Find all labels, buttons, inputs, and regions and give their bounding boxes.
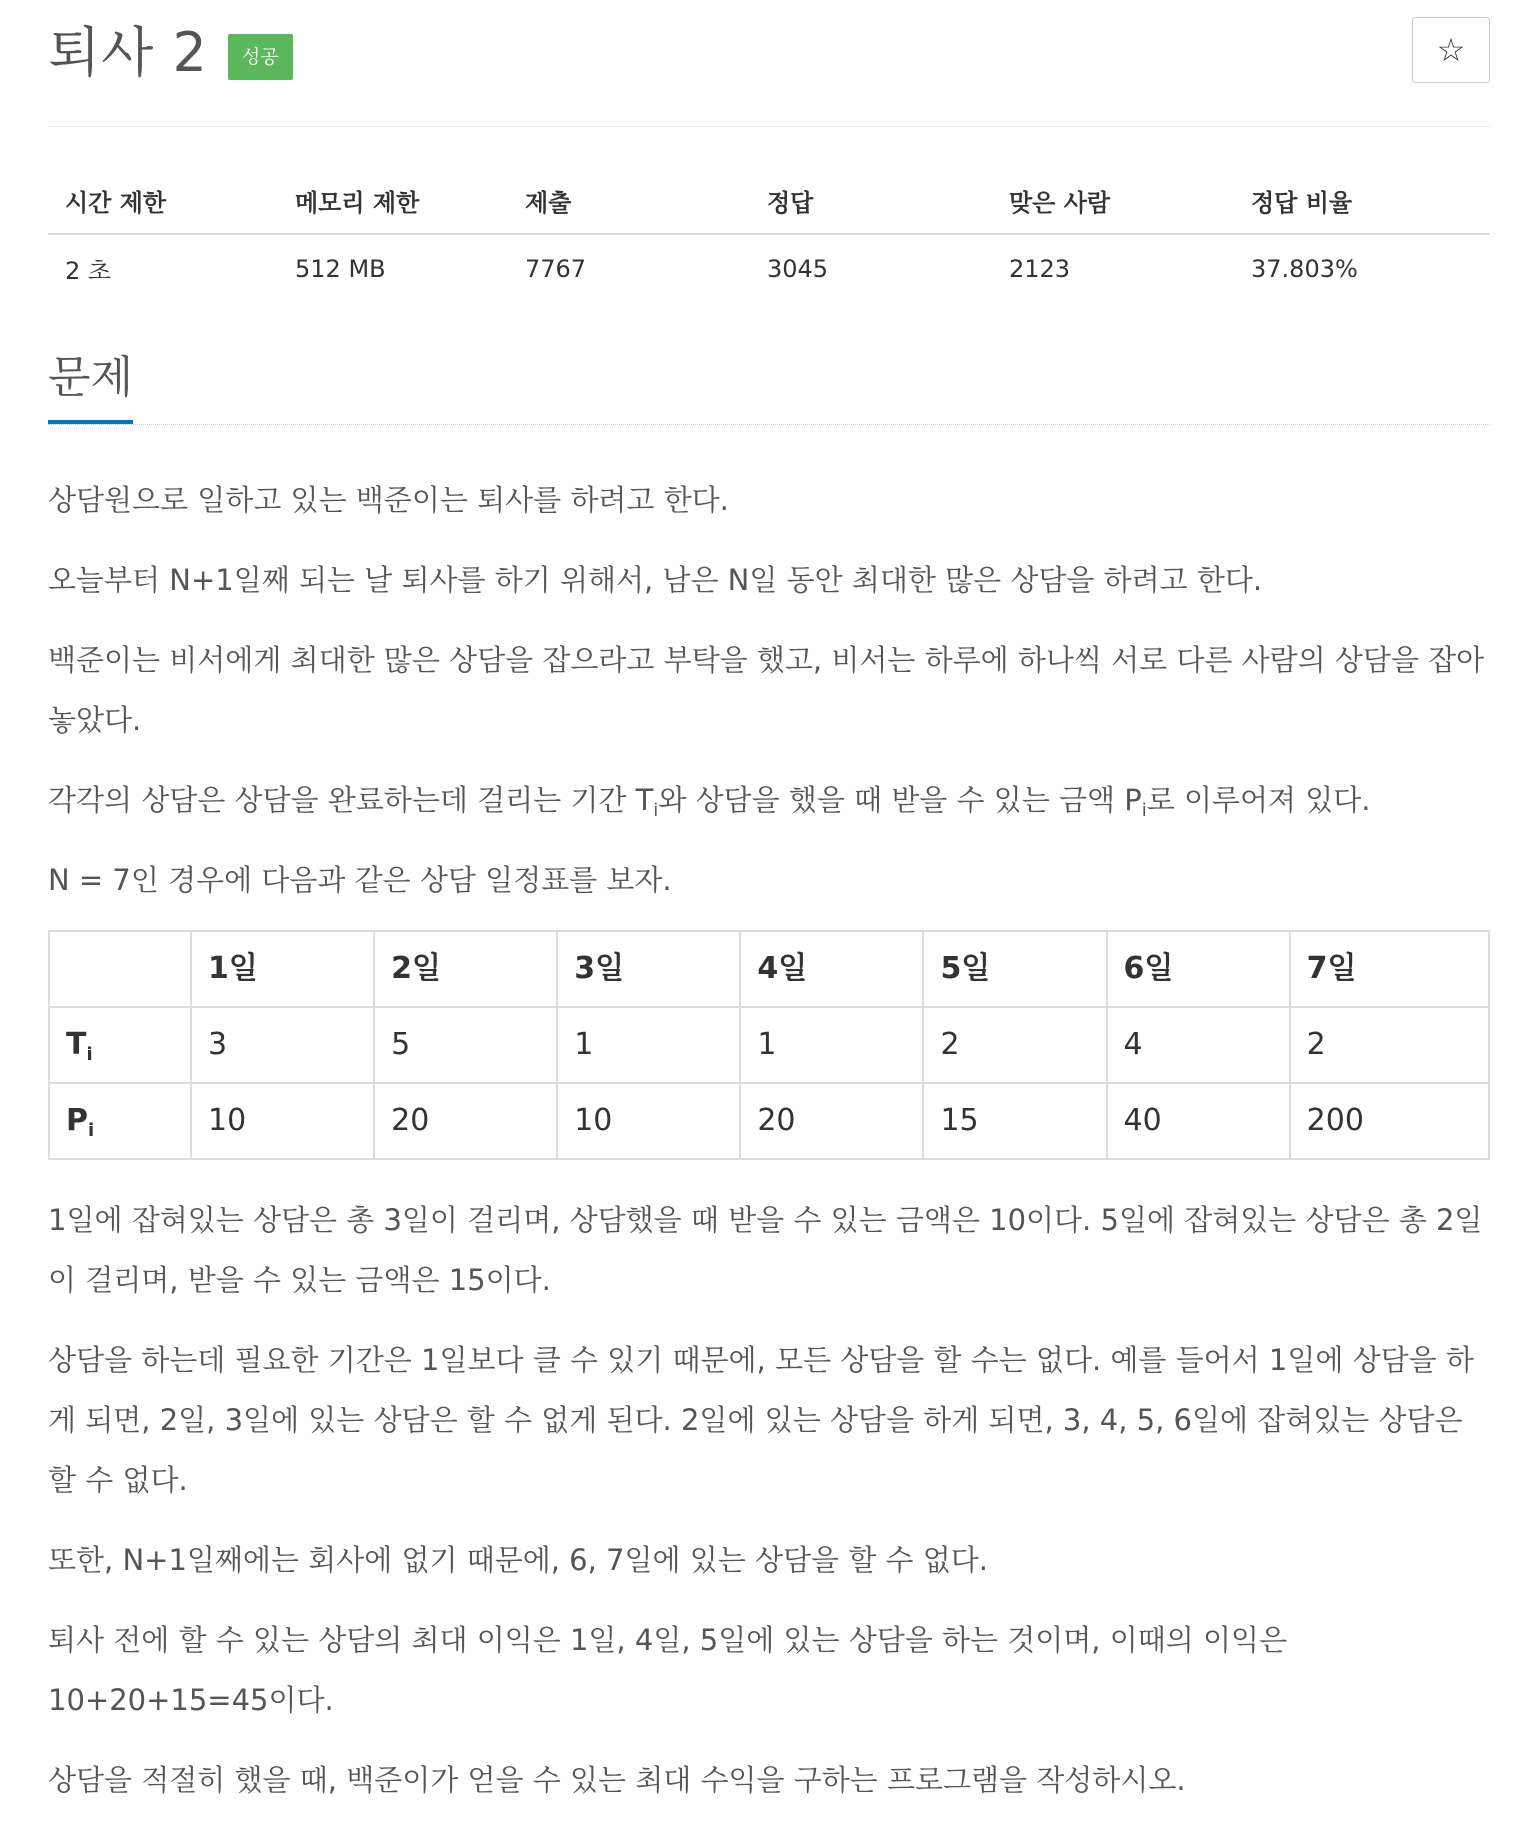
- schedule-day-header: 3일: [557, 931, 740, 1007]
- problem-section-header: [48, 348, 1490, 425]
- info-header-solved-users: 맞은 사람: [992, 170, 1234, 234]
- problem-paragraph-6: 1일에 잡혀있는 상담은 총 3일이 걸리며, 상담했을 때 받을 수 있는 금액은 10이다. 5일에 잡혀있는 상담은 총 2일이 걸리며, 받을 수 있는 금액은 15이다.: [48, 1203, 1483, 1297]
- schedule-t-cell: 4: [1107, 1007, 1290, 1083]
- schedule-p-cell: 10: [191, 1083, 374, 1159]
- info-memory-limit: 512 MB: [295, 254, 386, 283]
- title-wrap: [48, 18, 293, 88]
- t-letter: T: [66, 1027, 87, 1062]
- problem-page: [48, 0, 1490, 1797]
- schedule-t-cell: 3: [191, 1007, 374, 1083]
- status-badge: 성공: [228, 34, 293, 80]
- problem-description: [48, 470, 1490, 1830]
- info-header-submissions: 제출: [508, 170, 750, 234]
- info-header-memory-limit: 메모리 제한: [278, 170, 508, 234]
- schedule-p-cell: 15: [923, 1083, 1106, 1159]
- problem-paragraph-8: 또한, N+1일째에는 회사에 없기 때문에, 6, 7일에 있는 상담을 할 수 없다.: [48, 1543, 988, 1577]
- schedule-p-label: [49, 1083, 191, 1159]
- info-header-row: [48, 170, 1490, 234]
- problem-paragraph-1: 상담원으로 일하고 있는 백준이는 퇴사를 하려고 한다.: [48, 483, 729, 517]
- info-submissions: 7767: [525, 254, 587, 283]
- problem-title: 퇴사 2: [48, 21, 208, 84]
- schedule-table: [48, 930, 1490, 1160]
- info-ratio: 37.803%: [1251, 254, 1358, 283]
- p4-part-c: 로 이루어져 있다.: [1146, 783, 1371, 817]
- schedule-p-row: [49, 1083, 1489, 1159]
- schedule-corner-cell: [49, 931, 191, 1007]
- schedule-day-header: 2일: [374, 931, 557, 1007]
- schedule-t-cell: 1: [740, 1007, 923, 1083]
- schedule-t-row: [49, 1007, 1489, 1083]
- schedule-p-cell: 20: [374, 1083, 557, 1159]
- problem-paragraph-7: 상담을 하는데 필요한 기간은 1일보다 클 수 있기 때문에, 모든 상담을 할 수는 없다. 예를 들어서 1일에 상담을 하게 되면, 2일, 3일에 있는 상담은 할 수 없게 된다. 2일에 있는 상담을 하게 되면, 3, 4, 5, 6일에 잡혀있는 상담은 할 수 없다.: [48, 1343, 1474, 1497]
- info-time-limit: 2 초: [65, 257, 112, 285]
- schedule-p-cell: 20: [740, 1083, 923, 1159]
- schedule-day-header: 7일: [1290, 931, 1489, 1007]
- t-sub: i: [86, 1044, 93, 1065]
- p4-part-a: 각각의 상담은 상담을 완료하는데 걸리는 기간 T: [48, 783, 654, 817]
- schedule-p-cell: 40: [1107, 1083, 1290, 1159]
- problem-paragraph-9: 퇴사 전에 할 수 있는 상담의 최대 이익은 1일, 4일, 5일에 있는 상담을 하는 것이며, 이때의 이익은 10+20+15=45이다.: [48, 1623, 1288, 1717]
- p-sub: i: [88, 1120, 95, 1141]
- schedule-header-row: [49, 931, 1489, 1007]
- section-title: 문제: [48, 348, 133, 424]
- star-icon: ☆: [1436, 31, 1466, 69]
- schedule-t-cell: 1: [557, 1007, 740, 1083]
- p4-sub-i: i: [653, 800, 659, 821]
- problem-info-table: [48, 170, 1490, 302]
- info-header-time-limit: 시간 제한: [48, 170, 278, 234]
- schedule-day-header: 1일: [191, 931, 374, 1007]
- star-button[interactable]: [1412, 17, 1490, 83]
- schedule-t-cell: 2: [923, 1007, 1106, 1083]
- schedule-p-cell: 10: [557, 1083, 740, 1159]
- p-letter: P: [66, 1103, 88, 1138]
- problem-paragraph-5: N = 7인 경우에 다음과 같은 상담 일정표를 보자.: [48, 863, 672, 897]
- schedule-day-header: 5일: [923, 931, 1106, 1007]
- schedule-day-header: 6일: [1107, 931, 1290, 1007]
- schedule-t-cell: 5: [374, 1007, 557, 1083]
- schedule-p-cell: 200: [1290, 1083, 1489, 1159]
- info-value-row: [48, 234, 1490, 302]
- problem-paragraph-4: [48, 770, 1490, 830]
- p4-sub-i-2: i: [1141, 800, 1147, 821]
- problem-paragraph-10: 상담을 적절히 했을 때, 백준이가 얻을 수 있는 최대 수익을 구하는 프로그램을 작성하시오.: [48, 1763, 1186, 1797]
- schedule-t-cell: 2: [1290, 1007, 1489, 1083]
- problem-paragraph-3: 백준이는 비서에게 최대한 많은 상담을 잡으라고 부탁을 했고, 비서는 하루에 하나씩 서로 다른 사람의 상담을 잡아놓았다.: [48, 643, 1485, 737]
- schedule-day-header: 4일: [740, 931, 923, 1007]
- problem-paragraph-2: 오늘부터 N+1일째 되는 날 퇴사를 하기 위해서, 남은 N일 동안 최대한 많은 상담을 하려고 한다.: [48, 563, 1263, 597]
- problem-header: [48, 0, 1490, 127]
- info-header-accepted: 정답: [750, 170, 992, 234]
- schedule-t-label: [49, 1007, 191, 1083]
- p4-part-b: 와 상담을 했을 때 받을 수 있는 금액 P: [658, 783, 1142, 817]
- info-solved-users: 2123: [1009, 254, 1071, 283]
- info-accepted: 3045: [767, 254, 829, 283]
- info-header-ratio: 정답 비율: [1234, 170, 1490, 234]
